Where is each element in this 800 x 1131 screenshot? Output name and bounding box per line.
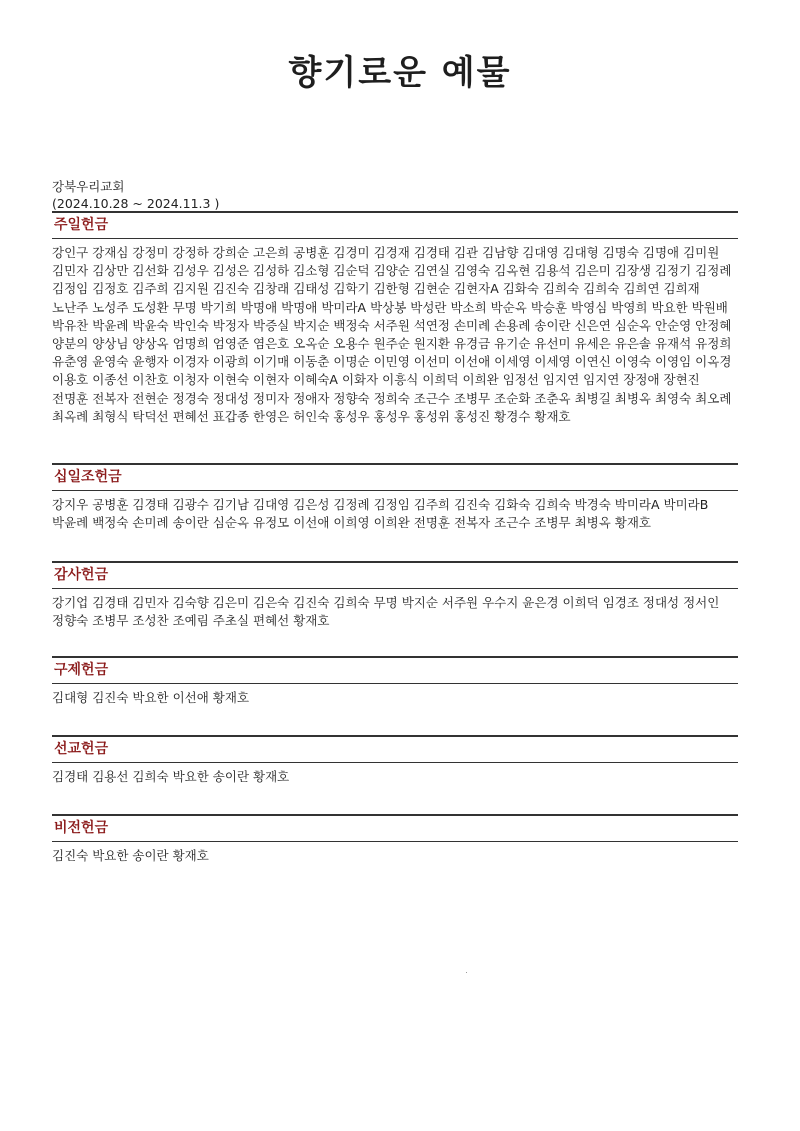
section-title: 주일헌금	[54, 217, 109, 233]
section-title: 비전헌금	[54, 820, 109, 836]
section-title: 선교헌금	[54, 741, 109, 757]
section-title: 감사헌금	[54, 567, 109, 583]
section-sunday-offering	[52, 211, 738, 426]
section-title: 십일조헌금	[54, 469, 122, 485]
scan-speck	[466, 972, 467, 973]
section-title: 구제헌금	[54, 662, 109, 678]
header-meta	[52, 178, 219, 212]
section-mission-offering	[52, 735, 738, 786]
donor-names: 강기업 김경태 김민자 김숙향 김은미 김은숙 김진숙 김희숙 무명 박지순 서주원 우수지 윤은경 이희덕 임경조 정대성 정서인 정향숙 조병무 조성찬 조예림 주초실 편혜선 황재호	[52, 595, 720, 629]
church-name: 강북우리교회	[52, 179, 125, 194]
date-range: (2024.10.28 ~ 2024.11.3 )	[52, 196, 220, 211]
section-thanks-offering	[52, 561, 738, 630]
section-tithe-offering	[52, 463, 738, 532]
donor-names: 김경태 김용선 김희숙 박요한 송이란 황재호	[52, 769, 290, 784]
donor-names: 김대형 김진숙 박요한 이선애 황재호	[52, 690, 250, 705]
page-title: 향기로운 예물	[288, 53, 512, 93]
section-relief-offering	[52, 656, 738, 707]
donor-names: 김진숙 박요한 송이란 황재호	[52, 848, 209, 863]
donor-names: 강지우 공병훈 김경태 김광수 김기남 김대영 김은성 김정례 김정임 김주희 김진숙 김화숙 김희숙 박경숙 박미라A 박미라B 박윤례 백정숙 손미례 송이란 심순옥 유정모 이선애 이희영 이희완 전명훈 전복자 조근수 조병무 최병옥 황재호	[52, 497, 709, 531]
section-vision-offering	[52, 814, 738, 865]
donor-names: 강인구 강재심 강정미 강정하 강희순 고은희 공병훈 김경미 김경재 김경태 김관 김남향 김대영 김대형 김명숙 김명애 김미원 김민자 김상만 김선화 김성우 김성은 김성하 김소형 김순덕 김양순 김연실 김영숙 김옥현 김용석 김은미 김장생 김정기 김정례 김정임 김정호 김주희 김지원 김진숙 김창래 김태성 김학기 김한형 김현순 김현자A 김화숙 김희숙 김희숙 김희연 김희재 노난주 노성주 도성환 무명 박기희 박명애 박명애 박미라A 박상봉 박성란 박소희 박순옥 박승훈 박영심 박영희 박요한 박원배 박유찬 박윤례 박윤숙 박인숙 박정자 박증실 박지순 백정숙 서주원 석연정 손미례 손용례 송이란 신은연 심순옥 안순영 안정혜 양분의 양상님 양상옥 엄명희 엄영준 염은호 오옥순 오용수 원주순 원지환 유경금 유기순 유선미 유세은 유은솔 유재석 유정희 유춘영 윤영숙 윤행자 이경자 이광희 이기매 이동춘 이명순 이민영 이선미 이선애 이세영 이세영 이연신 이영숙 이영임 이옥경 이용호 이종선 이찬호 이청자 이현숙 이현자 이혜숙A 이화자 이흥식 이희덕 이희완 임정선 임지연 임지연 장정애 장현진 전명훈 전복자 전현순 정경숙 정대성 정미자 정애자 정향숙 정희숙 조근수 조병무 조순화 조춘옥 최병길 최병옥 최영숙 최오례 최옥례 최형식 탁덕선 편혜선 표갑종 한영은 허인숙 홍성우 홍성우 홍성위 홍성진 황경수 황재호	[52, 245, 732, 424]
